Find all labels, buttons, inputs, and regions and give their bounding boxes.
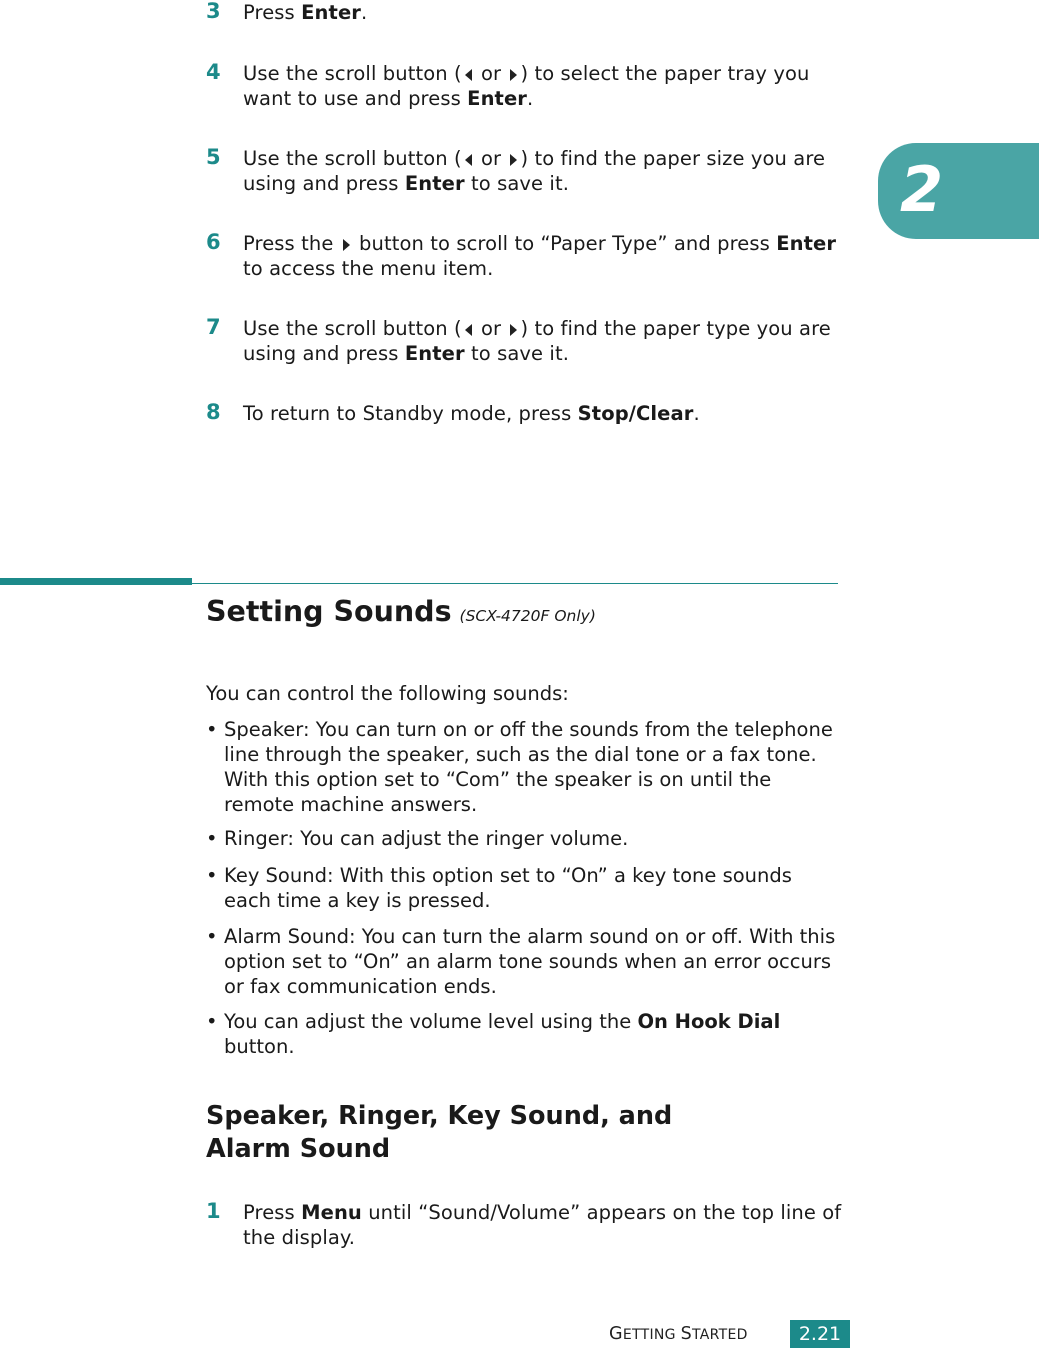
- step-text: To return to Standby mode, press Stop/Clear.: [243, 402, 700, 425]
- step-text: Use the scroll button ( or ) to find the paper type you are using and press Enter to save it.: [243, 317, 831, 365]
- subsection-title-line1: Speaker, Ringer, Key Sound, and: [206, 1101, 673, 1131]
- bullet-alarm-sound: [206, 924, 836, 999]
- subsection-heading: [206, 1100, 672, 1166]
- step-7: [206, 316, 846, 366]
- step-5: [206, 146, 846, 196]
- bullet-text: Ringer: You can adjust the ringer volume.: [224, 827, 629, 850]
- section-title: Setting Sounds: [206, 595, 452, 628]
- right-arrow-icon: [510, 154, 517, 166]
- bullet-text: You can adjust the volume level using the On Hook Dial button.: [224, 1010, 781, 1058]
- step-number: 4: [206, 60, 221, 84]
- step-text: Press Menu until “Sound/Volume” appears on the top line of the display.: [243, 1201, 842, 1249]
- bullet-key-sound: [206, 863, 836, 913]
- bullet-text: Alarm Sound: You can turn the alarm sound on or off. With this option set to “On” an alarm tone sounds when an error occurs or fax communication ends.: [224, 925, 836, 998]
- section-subtitle: (SCX-4720F Only): [459, 607, 596, 625]
- section-intro: You can control the following sounds:: [206, 682, 569, 705]
- step-number: 8: [206, 400, 221, 424]
- right-arrow-icon: [510, 324, 517, 336]
- right-arrow-icon: [510, 69, 517, 81]
- bullet-dot: •: [206, 827, 218, 850]
- bullet-text: Speaker: You can turn on or off the sounds from the telephone line through the speaker, such as the dial tone or a fax tone. With this option set to “Com” the speaker is on until the remote machine answers.: [224, 718, 833, 816]
- page-number: 2.21: [790, 1320, 850, 1348]
- step-number: 7: [206, 315, 221, 339]
- bullet-dot: •: [206, 1010, 218, 1033]
- step-number: 3: [206, 0, 221, 23]
- step-text: Use the scroll button ( or ) to select the paper tray you want to use and press Enter.: [243, 62, 810, 110]
- step-text: Press the button to scroll to “Paper Type” and press Enter to access the menu item.: [243, 232, 837, 280]
- step-1: [206, 1200, 846, 1250]
- bullet-ringer: [206, 826, 836, 851]
- step-8: [206, 401, 846, 426]
- step-number: 1: [206, 1199, 221, 1223]
- section-rule-thin: [192, 583, 838, 584]
- left-arrow-icon: [465, 154, 472, 166]
- bullet-speaker: [206, 717, 836, 817]
- subsection-title-line2: Alarm Sound: [206, 1134, 391, 1164]
- chapter-number: 2: [900, 153, 944, 226]
- step-number: 6: [206, 230, 221, 254]
- left-arrow-icon: [465, 69, 472, 81]
- step-text: Press Enter.: [243, 1, 368, 24]
- footer-chapter-title: GETTING STARTED: [609, 1324, 748, 1344]
- bullet-volume: [206, 1009, 836, 1059]
- right-arrow-icon: [343, 239, 350, 251]
- section-heading: [206, 595, 596, 628]
- step-number: 5: [206, 145, 221, 169]
- step-6: [206, 231, 846, 281]
- step-3: [206, 0, 846, 25]
- step-text: Use the scroll button ( or ) to find the paper size you are using and press Enter to save it.: [243, 147, 826, 195]
- step-4: [206, 61, 846, 111]
- bullet-dot: •: [206, 718, 218, 741]
- chapter-tab: [878, 143, 1039, 239]
- section-rule-thick: [0, 578, 192, 585]
- bullet-dot: •: [206, 864, 218, 887]
- bullet-dot: •: [206, 925, 218, 948]
- left-arrow-icon: [465, 324, 472, 336]
- bullet-text: Key Sound: With this option set to “On” a key tone sounds each time a key is pressed.: [224, 864, 792, 912]
